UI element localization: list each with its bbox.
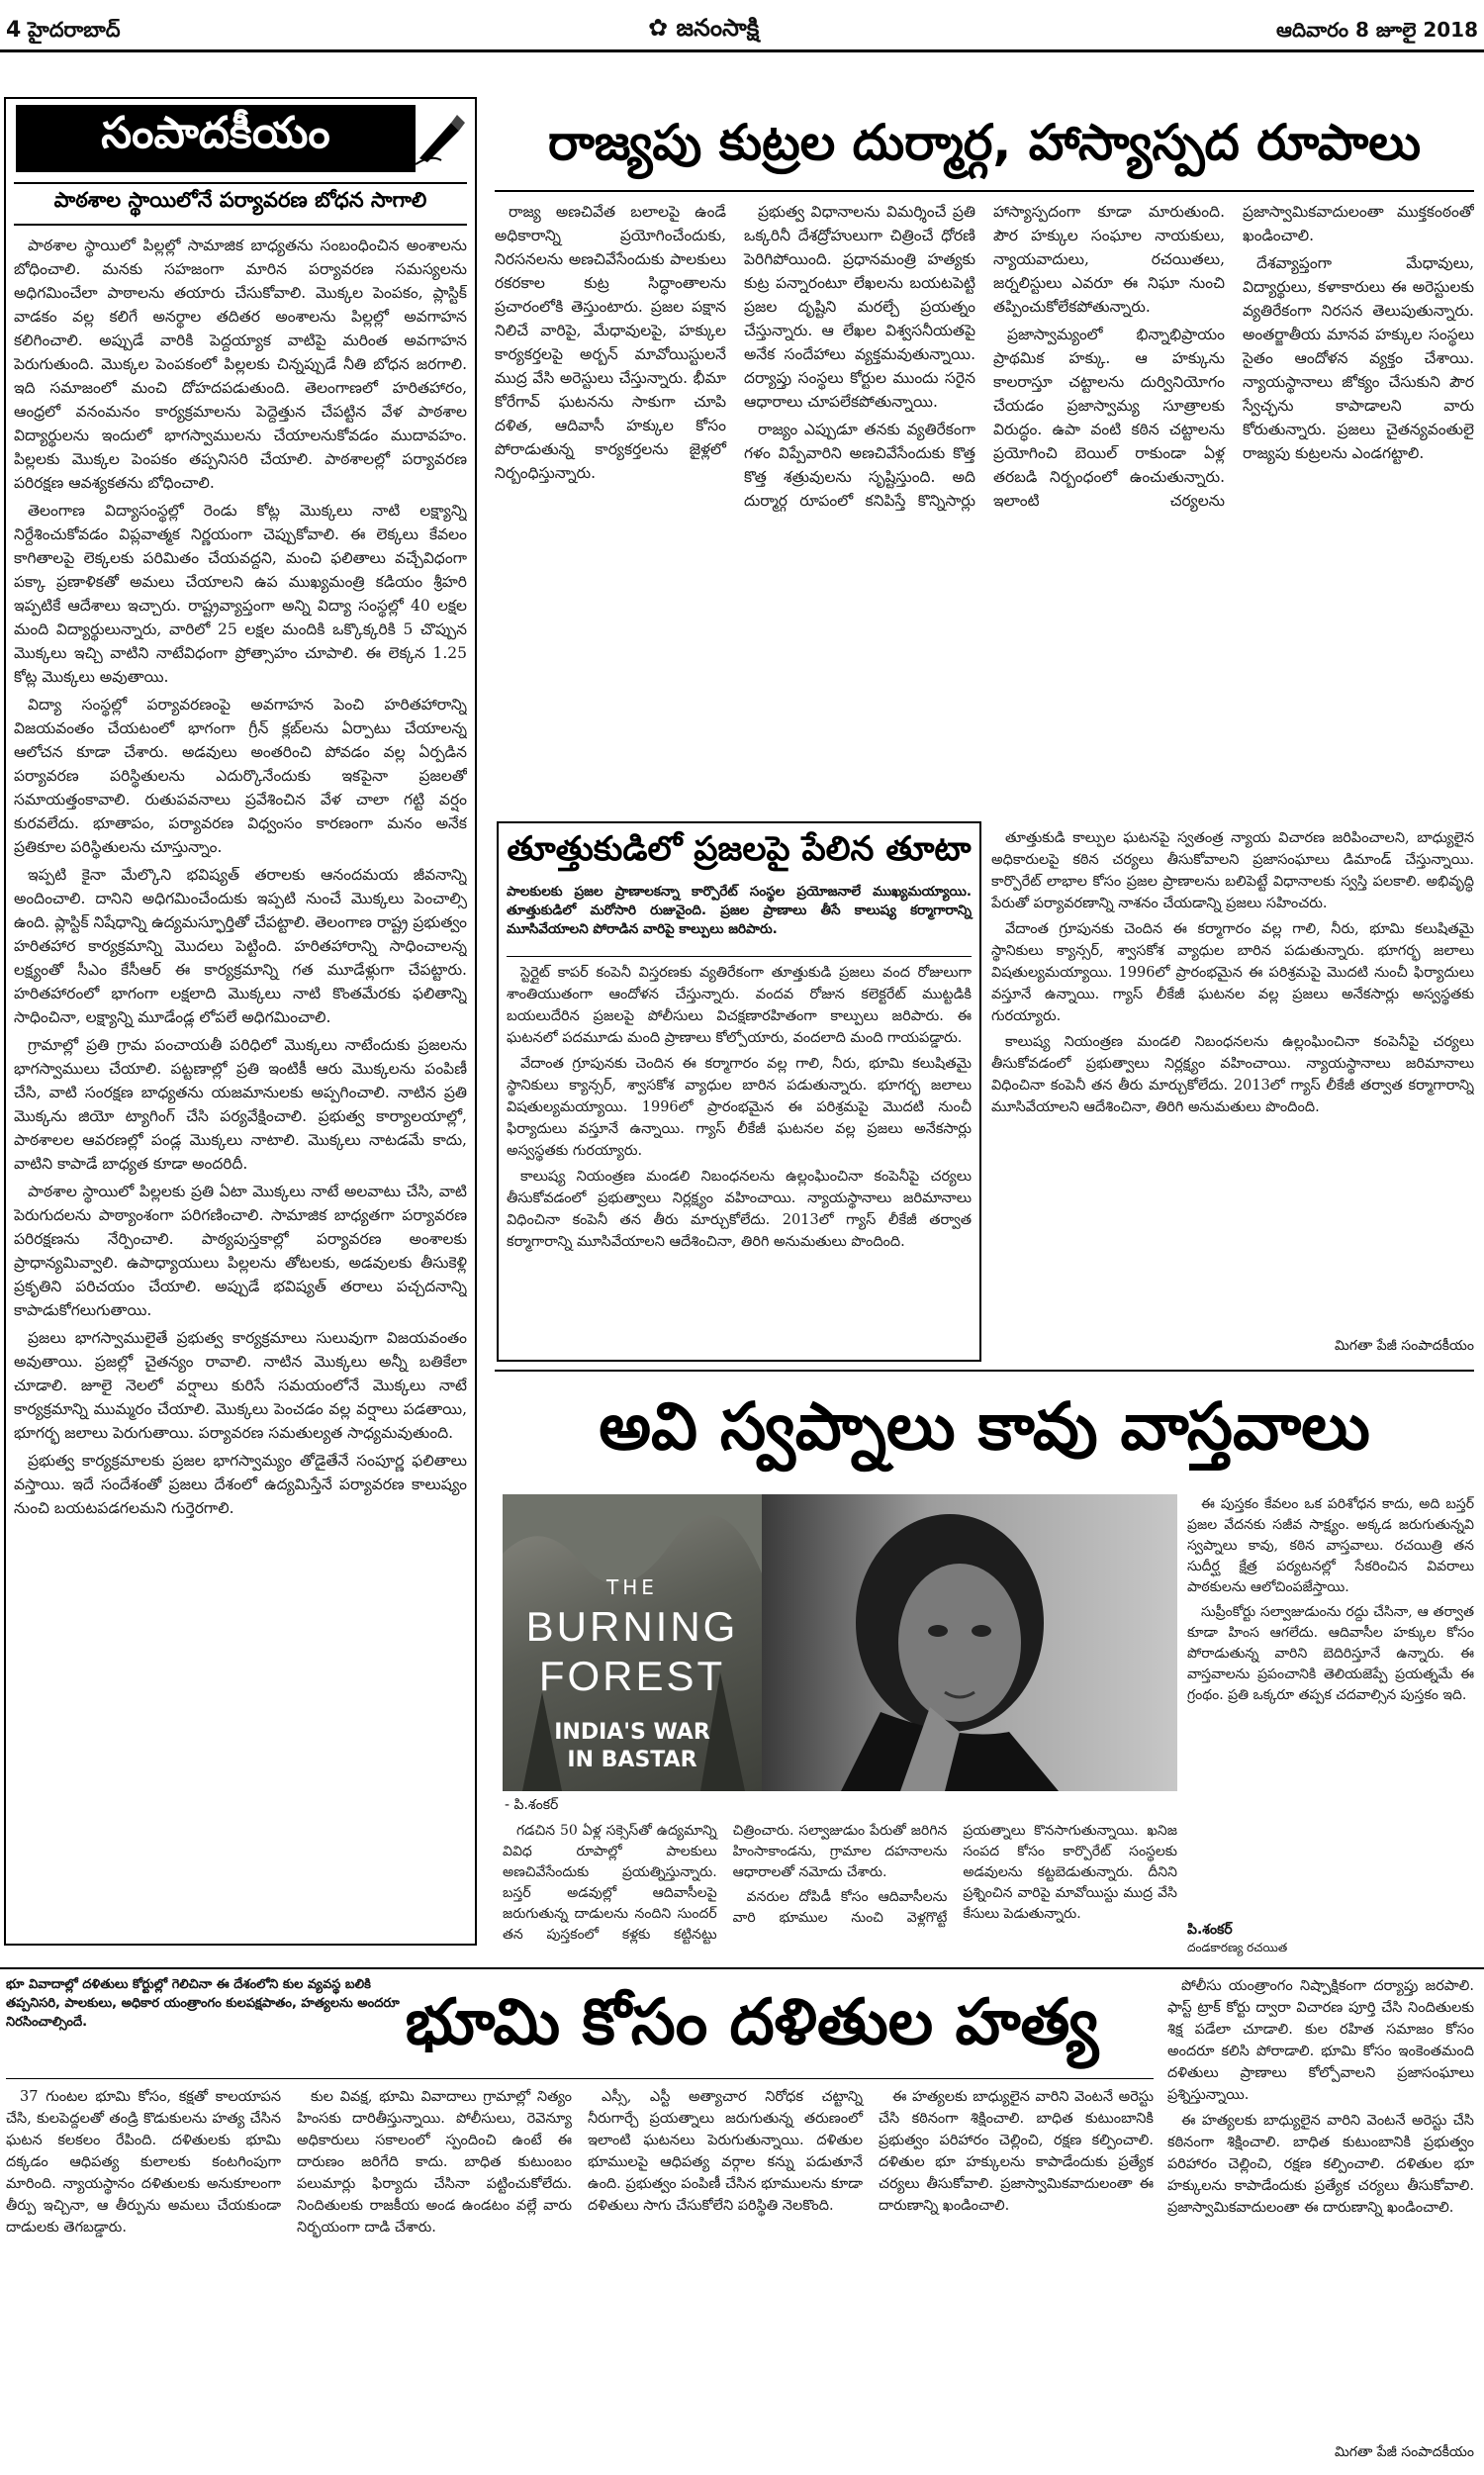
article1-paragraph: రాజ్యం ఎప్పుడూ తనకు వ్యతిరేకంగా గళం విప్పేవారిని అణచివేసేందుకు కొత్త కొత్త శత్రువులను సృష్టిస్తుంది. అది దుర్మార్గ రూపంలో కనిపిస్తే కొన్నిసార్లు హాస్యాస్పదంగా కూడా మారుతుంది. పౌర హక్కుల సంఘాల నాయకులు, న్యాయవాదులు, రచయితలు, జర్నలిస్టులు ఎవరూ ఈ నిఘా నుంచి తప్పించుకోలేకపోతున్నారు. — [744, 203, 1225, 510]
newspaper-logo-icon: ✿ — [648, 14, 669, 42]
article3-author-role: దండకారణ్య రచయిత — [1187, 1941, 1288, 1954]
editorial-body — [14, 234, 467, 1936]
book-subtitle-2: IN BASTAR — [567, 1748, 697, 1772]
article4-paragraph: 37 గుంటల భూమి కోసం, కక్షతో కాలయాపన చేసి, కులపెద్దలతో తండ్రి కొడుకులను హత్య చేసిన ఘటన కలకలం రేపింది. దళితులకు భూమి దక్కడం ఆధిపత్య కులాలకు కంటగింపుగా మారింది. న్యాయస్థానం దళితులకు అనుకూలంగా తీర్పు ఇచ్చినా, ఆ తీర్పును అమలు చేయకుండా దాడులకు తెగబడ్డారు. — [6, 2089, 281, 2236]
article2-credit: మిగతా పేజీ సంపాదకీయం — [1334, 1338, 1474, 1354]
paper-name — [648, 14, 759, 48]
article1-paragraph: దేశవ్యాప్తంగా మేధావులు, విద్యార్థులు, కళాకారులు ఈ అరెస్టులకు వ్యతిరేకంగా నిరసన తెలుపుతున్నారు. అంతర్జాతీయ మానవ హక్కుల సంస్థలు సైతం ఆందోళన వ్యక్తం చేశాయి. న్యాయస్థానాలు జోక్యం చేసుకుని పౌర స్వేచ్ఛను కాపాడాలని వారు కోరుతున్నారు. ప్రజలు చైతన్యవంతులై రాజ్యపు కుట్రలను ఎండగట్టాలి. — [1243, 254, 1474, 462]
article2-subhead: పాలకులకు ప్రజల ప్రాణాలకన్నా కార్పొరేట్ సంస్థల ప్రయోజనాలే ముఖ్యమయ్యాయి. తూత్తుకుడిలో మరోసారి రుజువైంది. ప్రజల ప్రాణాలు తీసే కాలుష్య కర్మాగారాన్ని మూసివేయాలని పోరాడిన వారిపై కాల్పులు జరిపారు. — [507, 884, 972, 937]
article2-paragraph: కాలుష్య నియంత్రణ మండలి నిబంధనలను ఉల్లంఘించినా కంపెనీపై చర్యలు తీసుకోవడంలో ప్రభుత్వాలు నిర్లక్ష్యం వహించాయి. న్యాయస్థానాలు జరిమానాలు విధించినా కంపెనీ తన తీరు మార్చుకోలేదు. 2013లో గ్యాస్ లీకేజీ తర్వాత కర్మాగారాన్ని మూసివేయాలని ఆదేశించినా, తిరిగి అనుమతులు పొందింది. — [507, 1169, 972, 1250]
lower-section-rule — [0, 1967, 1484, 1969]
page-number: 4 — [6, 18, 22, 43]
article1-rule — [495, 190, 1474, 192]
article3-body-right — [1187, 1494, 1474, 1920]
editorial-paragraph: పాఠశాల స్థాయిలో పిల్లలకు ప్రతి ఏటా మొక్కలు నాటే అలవాటు చేసి, వాటి పెరుగుదలను పాఠ్యాంశంగా పరిగణించాలి. సామాజిక బాధ్యతగా పర్యావరణ పరిరక్షణను నేర్పించాలి. పాఠ్యపుస్తకాల్లో పర్యావరణ అంశాలకు ప్రాధాన్యమివ్వాలి. ఉపాధ్యాయులు పిల్లలను తోటలకు, అడవులకు తీసుకెళ్లి ప్రకృతిని పరిచయం చేయాలి. అప్పుడే భవిష్యత్ తరాలు పచ్చదనాన్ని కాపాడుకోగలుగుతాయి. — [14, 1183, 467, 1319]
article3-paragraph: వనరుల దోపిడీ కోసం ఆదివాసీలను వారి భూముల నుంచి వెళ్లగొట్టే ప్రయత్నాలు కొనసాగుతున్నాయి. ఖనిజ సంపద కోసం కార్పొరేట్ సంస్థలకు అడవులను కట్టబెడుతున్నారు. దీనిని ప్రశ్నించిన వారిపై మావోయిస్టు ముద్ర వేసి కేసులు పెడుతున్నారు. — [732, 1823, 1177, 1926]
author-portrait — [762, 1494, 1177, 1791]
book-title-line2: BURNING — [525, 1603, 739, 1650]
article2-paragraph: స్టెర్లైట్ కాపర్ కంపెనీ విస్తరణకు వ్యతిరేకంగా తూత్తుకుడి ప్రజలు వంద రోజులుగా శాంతియుతంగా ఆందోళన చేస్తున్నారు. వందవ రోజున కలెక్టరేట్ ముట్టడికి బయలుదేరిన ప్రజలపై పోలీసులు విచక్షణారహితంగా కాల్పులు జరిపారు. ఈ ఘటనలో పదమూడు మంది ప్రాణాలు కోల్పోయారు, వందలాది మంది గాయపడ్డారు. — [507, 965, 972, 1046]
masthead-rule — [0, 49, 1484, 52]
article1-body — [495, 200, 1474, 804]
article2-body-right — [991, 827, 1474, 1332]
article2-bottom-rule — [495, 1370, 1474, 1372]
article2-paragraph: వేదాంత గ్రూపునకు చెందిన ఈ కర్మాగారం వల్ల గాలి, నీరు, భూమి కలుషితమై స్థానికులు క్యాన్సర్, శ్వాసకోశ వ్యాధుల బారిన పడుతున్నారు. భూగర్భ జలాలు విషతుల్యమయ్యాయి. 1996లో ప్రారంభమైన ఈ పరిశ్రమపై మొదటి నుంచీ ఫిర్యాదులు వస్తూనే ఉన్నాయి. గ్యాస్ లీకేజీ ఘటనల వల్ల ప్రజలు అనేకసార్లు అస్వస్థతకు గురయ్యారు. — [507, 1056, 972, 1159]
article4-paragraph: ఈ హత్యలకు బాధ్యులైన వారిని వెంటనే అరెస్టు చేసి కఠినంగా శిక్షించాలి. బాధిత కుటుంబానికి ప్రభుత్వం పరిహారం చెల్లించి, రక్షణ కల్పించాలి. దళితుల భూ హక్కులను కాపాడేందుకు ప్రత్యేక చర్యలు తీసుకోవాలి. ప్రజాస్వామికవాదులంతా ఈ దారుణాన్ని ఖండించాలి. — [879, 2089, 1154, 2214]
article4-paragraph: కుల వివక్ష, భూమి వివాదాలు గ్రామాల్లో నిత్యం హింసకు దారితీస్తున్నాయి. పోలీసులు, రెవెన్యూ అధికారులు సకాలంలో స్పందించి ఉంటే ఈ దారుణం జరిగేది కాదు. బాధిత కుటుంబం పలుమార్లు ఫిర్యాదు చేసినా పట్టించుకోలేదు. నిందితులకు రాజకీయ అండ ఉండటం వల్లే వారు నిర్భయంగా దాడి చేశారు. — [297, 2089, 572, 2236]
article2-headline: తూత్తుకుడిలో ప్రజలపై పేలిన తూటా — [507, 829, 972, 869]
book-title-line3: FOREST — [538, 1653, 726, 1699]
editorial-paragraph: పాఠశాల స్థాయిలో పిల్లల్లో సామాజిక బాధ్యతను సంబంధించిన అంశాలను బోధించాలి. మనకు సహజంగా మారిన పర్యావరణ సమస్యలను అధిగమించేలా పాఠాలను తయారు చేసుకోవాలి. మొక్కల పెంపకం, ప్లాస్టిక్ వాడకం వల్ల కలిగే అనర్థాల తదితర అంశాలను పిల్లల్లో అవగాహన కలిగించాలి. అప్పుడే వారికి పెద్దయ్యాక వాటిపై మరింత అవగాహన పెరుగుతుంది. మొక్కల పెంపకంలో పిల్లలకు చిన్నప్పుడే నీతి బోధన జరగాలి. ఇది సమాజంలో మంచి దోహదపడుతుంది. తెలంగాణలో హరితహారం, ఆంధ్రలో వనంమనం కార్యక్రమాలను పెద్దెత్తున చేపట్టిన వేళ పాఠశాల విద్యార్థులను ఇందులో భాగస్వాములను చేయాలనుకోవడం ముదావహం. పిల్లలకు మొక్కల పెంపకం తప్పనిసరి చేయాలి. పాఠశాలల్లో పర్యావరణ పరిరక్షణ ఆవశ్యకతను బోధించాలి. — [14, 237, 467, 492]
article4-paragraph: ఎస్సీ, ఎస్టీ అత్యాచార నిరోధక చట్టాన్ని నీరుగార్చే ప్రయత్నాలు జరుగుతున్న తరుణంలో ఇలాంటి ఘటనలు పెరుగుతున్నాయి. దళితుల భూములపై ఆధిపత్య వర్గాల కన్ను పడుతూనే ఉంది. ప్రభుత్వం పంపిణీ చేసిన భూములను కూడా దళితులు సాగు చేసుకోలేని పరిస్థితి నెలకొంది. — [588, 2089, 863, 2214]
article2-paragraph: తూత్తుకుడి కాల్పుల ఘటనపై స్వతంత్ర న్యాయ విచారణ జరిపించాలని, బాధ్యులైన అధికారులపై కఠిన చర్యలు తీసుకోవాలని ప్రజాసంఘాలు డిమాండ్ చేస్తున్నాయి. కార్పొరేట్ లాభాల కోసం ప్రజల ప్రాణాలను బలిపెట్టే విధానాలకు స్వస్తి పలకాలి. అభివృద్ధి పేరుతో పర్యావరణాన్ని నాశనం చేయడాన్ని ప్రజలు సహించరు. — [991, 830, 1474, 911]
article3-headline: అవి స్వప్నాలు కావు వాస్తవాలు — [599, 1388, 1370, 1465]
article1-paragraph: ప్రభుత్వ విధానాలను విమర్శించే ప్రతి ఒక్కరినీ దేశద్రోహులుగా చిత్రించే ధోరణి పెరిగిపోయింది. ప్రధానమంత్రి హత్యకు కుట్ర పన్నారంటూ లేఖలను బయటపెట్టి ప్రజల దృష్టిని మరల్చే ప్రయత్నం చేస్తున్నారు. ఆ లేఖల విశ్వసనీయతపై అనేక సందేహాలు వ్యక్తమవుతున్నాయి. దర్యాప్తు సంస్థలు కోర్టుల ముందు సరైన ఆధారాలు చూపలేకపోతున్నాయి. — [744, 203, 975, 411]
section-name: హైదరాబాద్ — [28, 18, 121, 42]
editorial-headline: పాఠశాల స్థాయిలోనే పర్యావరణ బోధన సాగాలి — [53, 188, 427, 212]
article3-author: పి.శంకర్ — [1187, 1922, 1233, 1938]
article3-credit — [1187, 1922, 1474, 1957]
book-cover-image — [503, 1494, 762, 1791]
editorial-paragraph: ప్రజలు భాగస్వాములైతే ప్రభుత్వ కార్యక్రమాలు సులువుగా విజయవంతం అవుతాయి. ప్రజల్లో చైతన్యం రావాలి. నాటిన మొక్కలు అన్నీ బతికేలా చూడాలి. జూలై నెలలో వర్షాలు కురిసే సమయంలోనే మొక్కలు నాటే కార్యక్రమాన్ని ముమ్మరం చేయాలి. మొక్కలు పెంచడం వల్ల వర్షాలు పడతాయి, భూగర్భ జలాలు పెరుగుతాయి. పర్యావరణ సమతుల్యత సాధ్యమవుతుంది. — [14, 1329, 467, 1442]
article2-rule — [507, 956, 972, 957]
article4-paragraph: ఈ హత్యలకు బాధ్యులైన వారిని వెంటనే అరెస్టు చేసి కఠినంగా శిక్షించాలి. బాధిత కుటుంబానికి ప్రభుత్వం పరిహారం చెల్లించి, రక్షణ కల్పించాలి. దళితుల భూ హక్కులను కాపాడేందుకు ప్రత్యేక చర్యలు తీసుకోవాలి. ప్రజాస్వామికవాదులంతా ఈ దారుణాన్ని ఖండించాలి. — [1167, 2113, 1474, 2216]
article4-headline: భూమి కోసం దళితుల హత్య — [405, 1986, 1099, 2059]
editorial-paragraph: గ్రామాల్లో ప్రతి గ్రామ పంచాయతీ పరిధిలో మొక్కలు నాటేందుకు ప్రజలను భాగస్వాములు చేయాలి. పట్టణాల్లో ప్రతి ఇంటికీ ఆరు మొక్కలను పంపిణీ చేసి, వాటి సంరక్షణ బాధ్యతను యజమానులకు అప్పగించాలి. నాటిన ప్రతి మొక్కను జియో ట్యాగింగ్ చేసి పర్యవేక్షించాలి. ప్రభుత్వ కార్యాలయాల్లో, పాఠశాలల ఆవరణల్లో పండ్ల మొక్కలు నాటాలి. మొక్కలు నాటడమే కాదు, వాటిని కాపాడే బాధ్యత కూడా అందరిదీ. — [14, 1036, 467, 1173]
editorial-rule-bottom — [14, 224, 467, 226]
article3-paragraph: సుప్రీంకోర్టు సల్వాజుడుంను రద్దు చేసినా, ఆ తర్వాత కూడా హింస ఆగలేదు. ఆదివాసీల హక్కుల కోసం పోరాడుతున్న వారిని బెదిరిస్తూనే ఉన్నారు. ఈ వాస్తవాలను ప్రపంచానికి తెలియజెప్పే ప్రయత్నమే ఈ గ్రంథం. ప్రతి ఒక్కరూ తప్పక చదవాల్సిన పుస్తకం ఇది. — [1187, 1604, 1474, 1703]
article4-credit: మిగతా పేజీ సంపాదకీయం — [1334, 2444, 1474, 2460]
article1-paragraph: రాజ్య అణచివేత బలాలపై ఉండే అధికారాన్ని ప్రయోగించేందుకు, నిరసనలను అణచివేసేందుకు పాలకులు రకరకాల కుట్ర సిద్ధాంతాలను ప్రచారంలోకి తెస్తుంటారు. ప్రజల పక్షాన నిలిచే వారిపై, మేధావులపై, హక్కుల కార్యకర్తలపై అర్బన్ మావోయిస్టులనే ముద్ర వేసి అరెస్టులు చేస్తున్నారు. భీమా కోరేగావ్ ఘటనను సాకుగా చూపి దళిత, ఆదివాసీ హక్కుల కోసం పోరాడుతున్న కార్యకర్తలను జైళ్లలో నిర్బంధిస్తున్నారు. — [495, 203, 726, 482]
article4-paragraph: పోలీసు యంత్రాంగం నిష్పాక్షికంగా దర్యాప్తు జరపాలి. ఫాస్ట్ ట్రాక్ కోర్టు ద్వారా విచారణ పూర్తి చేసి నిందితులకు శిక్ష పడేలా చూడాలి. కుల రహిత సమాజం కోసం అందరూ కలిసి పోరాడాలి. భూమి కోసం ఇంకెంతమంది దళితులు ప్రాణాలు కోల్పోవాలని ప్రజాసంఘాలు ప్రశ్నిస్తున్నాయి. — [1167, 1978, 1474, 2103]
article1-paragraph: ప్రజాస్వామ్యంలో భిన్నాభిప్రాయం ప్రాథమిక హక్కు. ఆ హక్కును కాలరాస్తూ చట్టాలను దుర్వినియోగం చేయడం ప్రజాస్వామ్య సూత్రాలకు విరుద్ధం. ఉపా వంటి కఠిన చట్టాలను ప్రయోగించి బెయిల్ రాకుండా ఏళ్ల తరబడి నిర్బంధంలో ఉంచుతున్నారు. ఇలాంటి చర్యలను ప్రజాస్వామికవాదులంతా ముక్తకంఠంతో ఖండించాలి. — [993, 203, 1474, 510]
editorial-rule-top — [14, 182, 467, 184]
editorial-paragraph: విద్యా సంస్థల్లో పర్యావరణంపై అవగాహన పెంచి హరితహారాన్ని విజయవంతం చేయటంలో భాగంగా గ్రీన్ క్లబ్‌లను ఏర్పాటు చేయాలన్న ఆలోచన కూడా చేశారు. అడవులు అంతరించి పోవడం వల్ల ఏర్పడిన పర్యావరణ పరిస్థితులను ఎదుర్కొనేందుకు ఇకపైనా ప్రజలతో సమాయత్తంకావాలి. రుతుపవనాలు ప్రవేశించిన వేళ చాలా గట్టి వర్షం కురవలేదు. భూతాపం, పర్యావరణ విధ్వంసం కారణంగా మనం అనేక ప్రతికూల పరిస్థితులను చూస్తున్నాం. — [14, 696, 467, 856]
article1-headline: రాజ్యపు కుట్రల దుర్మార్గ, హాస్యాస్పద రూపాలు — [547, 114, 1422, 171]
photo-caption: - పి.శంకర్ — [505, 1797, 559, 1813]
issue-date: ఆదివారం 8 జూలై 2018 — [1276, 18, 1478, 42]
article2-body — [507, 962, 972, 1330]
book-subtitle: INDIA'S WAR — [554, 1720, 710, 1745]
editorial-banner — [16, 105, 416, 172]
article3-paragraph: గడచిన 50 ఏళ్ల సక్సెస్‌తో ఉద్యమాన్ని వివిధ రూపాల్లో పాలకులు అణచివేసేందుకు ప్రయత్నిస్తున్నారు. బస్తర్ అడవుల్లో ఆదివాసీలపై జరుగుతున్న దాడులను నందిని సుందర్ తన పుస్తకంలో కళ్లకు కట్టినట్టు చిత్రించారు. సల్వాజుడుం పేరుతో జరిగిన హింసాకాండను, గ్రామాల దహనాలను ఆధారాలతో నమోదు చేశారు. — [503, 1823, 948, 1943]
article4-kicker: భూ వివాదాల్లో దళితులు కోర్టుల్లో గెలిచినా ఈ దేశంలోని కుల వ్యవస్థ బలికి తప్పనిసరి, పాలకులు, అధికార యంత్రాంగం కులపక్షపాతం, హత్యలను అందరూ నిరసించాల్సిందే. — [6, 1977, 400, 2030]
editorial-paragraph: ఇప్పటి కైనా మేల్కొని భవిష్యత్ తరాలకు ఆనందమయ జీవనాన్ని అందించాలి. దానిని అధిగమించేందుకు ఇప్పటి నుంచే మొక్కలు పెంచాల్సి ఉంది. ప్లాస్టిక్ నిషేధాన్ని ఉద్యమస్ఫూర్తితో చేపట్టాలి. తెలంగాణ రాష్ట్ర ప్రభుత్వం హరితహార కార్యక్రమాన్ని మొదలు పెట్టింది. హరితహారాన్ని సాధించాలన్న లక్ష్యంతో సీఎం కేసీఆర్ ఈ కార్యక్రమాన్ని గత మూడేళ్లుగా చేపట్టారు. హరితహారంలో భాగంగా లక్షలాది మొక్కలు నాటి కొంతమేరకు ఫలితాన్ని సాధించినా, లక్ష్యాన్ని మూడేండ్ల లోపలే అధిగమించాలి. — [14, 866, 467, 1026]
article4-body — [6, 2086, 1154, 2467]
book-title-the: THE — [606, 1575, 658, 1599]
editorial-paragraph: ప్రభుత్వ కార్యక్రమాలకు ప్రజల భాగస్వామ్యం తోడైతేనే సంపూర్ణ ఫలితాలు వస్తాయి. ఇదే సందేశంతో ప్రజలు దేశంలో ఉద్యమిస్తేనే పర్యావరణ కాలుష్యం నుంచి బయటపడగలమని గుర్తెరగాలి. — [14, 1452, 467, 1517]
editorial-paragraph: తెలంగాణ విద్యాసంస్థల్లో రెండు కోట్ల మొక్కలు నాటి లక్ష్యాన్ని నిర్దేశించుకోవడం విప్లవాత్మక నిర్ణయంగా చెప్పుకోవాలి. ఈ లెక్కలు కేవలం కాగితాలపై లెక్కలకు పరిమితం చేయవద్దని, మంచి ఫలితాలు వచ్చేవిధంగా పక్కా ప్రణాళికతో అమలు చేయాలని ఉప ముఖ్యమంత్రి కడియం శ్రీహరి ఇప్పటికే ఆదేశాలు ఇచ్చారు. రాష్ట్రవ్యాప్తంగా అన్ని విద్యా సంస్థల్లో 40 లక్షల మంది విద్యార్థులున్నారు, వారిలో 25 లక్షల మందికి ఒక్కొక్కరికి 5 చొప్పున మొక్కలు ఇచ్చి వాటిని నాటేవిధంగా ప్రోత్సాహం చూపాలి. ఈ లెక్కన 1.25 కోట్ల మొక్కలు అవుతాయి. — [14, 502, 467, 686]
pen-icon — [412, 109, 469, 166]
article4-rule — [6, 2078, 1154, 2079]
editorial-banner-label: సంపాదకీయం — [101, 108, 330, 158]
article2-paragraph: వేదాంత గ్రూపునకు చెందిన ఈ కర్మాగారం వల్ల గాలి, నీరు, భూమి కలుషితమై స్థానికులు క్యాన్సర్, శ్వాసకోశ వ్యాధుల బారిన పడుతున్నారు. భూగర్భ జలాలు విషతుల్యమయ్యాయి. 1996లో ప్రారంభమైన ఈ పరిశ్రమపై మొదటి నుంచీ ఫిర్యాదులు వస్తూనే ఉన్నాయి. గ్యాస్ లీకేజీ ఘటనల వల్ల ప్రజలు అనేకసార్లు అస్వస్థతకు గురయ్యారు. — [991, 921, 1474, 1024]
article3-paragraph: ఈ పుస్తకం కేవలం ఒక పరిశోధన కాదు, అది బస్తర్ ప్రజల వేదనకు సజీవ సాక్ష్యం. అక్కడ జరుగుతున్నవి స్వప్నాలు కావు, కఠిన వాస్తవాలు. రచయిత్రి తన సుదీర్ఘ క్షేత్ర పర్యటనల్లో సేకరించిన వివరాలు పాఠకులను ఆలోచింపజేస్తాయి. — [1187, 1496, 1474, 1595]
article4-body-right — [1167, 1975, 1474, 2440]
paper-title: జనంసాక్షి — [676, 14, 760, 42]
article2-paragraph: కాలుష్య నియంత్రణ మండలి నిబంధనలను ఉల్లంఘించినా కంపెనీపై చర్యలు తీసుకోవడంలో ప్రభుత్వాలు నిర్లక్ష్యం వహించాయి. న్యాయస్థానాలు జరిమానాలు విధించినా కంపెనీ తన తీరు మార్చుకోలేదు. 2013లో గ్యాస్ లీకేజీ తర్వాత కర్మాగారాన్ని మూసివేయాలని ఆదేశించినా, తిరిగి అనుమతులు పొందింది. — [991, 1034, 1474, 1115]
article3-body — [503, 1821, 1177, 1953]
